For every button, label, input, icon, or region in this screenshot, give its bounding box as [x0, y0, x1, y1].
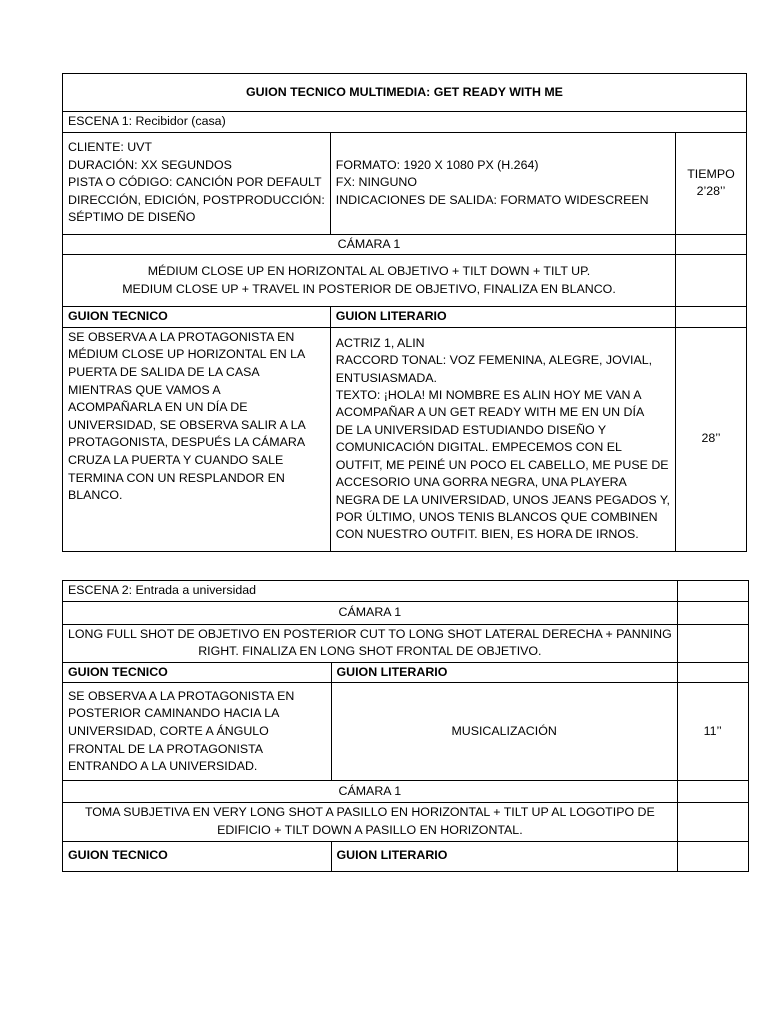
empty-cell — [677, 841, 748, 871]
empty-cell — [677, 662, 748, 683]
empty-cell — [677, 803, 748, 841]
scene2-shot: LONG FULL SHOT DE OBJETIVO EN POSTERIOR CUT TO LONG SHOT LATERAL DERECHA + PANNING RIGHT. FINALIZA EN LONG SHOT FRONTAL DE OBJETIVO. — [63, 624, 678, 662]
empty-cell — [677, 601, 748, 624]
scene2-col-literario: GUION LITERARIO — [331, 662, 677, 683]
empty-cell — [677, 581, 748, 602]
scene2-table — [62, 580, 749, 872]
scene1-col-tecnico: GUION TECNICO — [63, 307, 331, 328]
scene2-heading: ESCENA 2: Entrada a universidad — [63, 581, 678, 602]
scene1-table — [62, 73, 747, 552]
format-info: FORMATO: 1920 X 1080 PX (H.264) FX: NINGUNO INDICACIONES DE SALIDA: FORMATO WIDESCREEN — [330, 132, 675, 234]
empty-cell — [675, 255, 746, 307]
empty-cell — [675, 307, 746, 328]
client-info: CLIENTE: UVT DURACIÓN: XX SEGUNDOS PISTA O CÓDIGO: CANCIÓN POR DEFAULT DIRECCIÓN, EDICIÓN, POSTPRODUCCIÓN: SÉPTIMO DE DISEÑO — [63, 132, 331, 234]
scene2-shot-2: TOMA SUBJETIVA EN VERY LONG SHOT A PASILLO EN HORIZONTAL + TILT UP AL LOGOTIPO DE EDIFICIO + TILT DOWN A PASILLO EN HORIZONTAL. — [63, 803, 678, 841]
scene2-col-literario-2: GUION LITERARIO — [331, 841, 677, 871]
scene1-tecnico-text: SE OBSERVA A LA PROTAGONISTA EN MÉDIUM CLOSE UP HORIZONTAL EN LA PUERTA DE SALIDA DE LA CASA MIENTRAS QUE VAMOS A ACOMPAÑARLA EN UN DÍA DE UNIVERSIDAD, SE OBSERVA SALIR A LA PROTAGONISTA, DESPUÉS LA CÁMARA CRUZA LA PUERTA Y CUANDO SALE TERMINA CON UN RESPLANDOR EN BLANCO. — [63, 327, 331, 551]
scene2-tecnico-text: SE OBSERVA A LA PROTAGONISTA EN POSTERIOR CAMINANDO HACIA LA UNIVERSIDAD, CORTE A ÁNGULO FRONTAL DE LA PROTAGONISTA ENTRANDO A LA UNIVERSIDAD. — [63, 683, 332, 781]
total-time: TIEMPO 2’28’’ — [675, 132, 746, 234]
scene1-shot: MÉDIUM CLOSE UP EN HORIZONTAL AL OBJETIVO + TILT DOWN + TILT UP. MEDIUM CLOSE UP + TRAVEL IN POSTERIOR DE OBJETIVO, FINALIZA EN BLANCO. — [63, 255, 676, 307]
scene1-literario-text: ACTRIZ 1, ALIN RACCORD TONAL: VOZ FEMENINA, ALEGRE, JOVIAL, ENTUSIASMADA. TEXTO: ¡HOLA! MI NOMBRE ES ALIN HOY ME VAN A ACOMPAÑAR A UN GET READY WITH ME EN UN DÍA DE LA UNIVERSIDAD ESTUDIANDO DISEÑO Y COMUNICACIÓN DIGITAL. EMPECEMOS CON EL OUTFIT, ME PEINÉ UN POCO EL CABELLO, ME PUSE DE ACCESORIO UNA GORRA NEGRA, UNA PLAYERA NEGRA DE LA UNIVERSIDAD, UNOS JEANS PEGADOS Y, POR ÚLTIMO, UNOS TENIS BLANCOS QUE COMBINEN CON NUESTRO OUTFIT. BIEN, ES HORA DE IRNOS. — [330, 327, 675, 551]
empty-cell — [677, 624, 748, 662]
scene2-camera: CÁMARA 1 — [63, 601, 678, 624]
empty-cell — [675, 234, 746, 255]
scene2-literario-text: MUSICALIZACIÓN — [331, 683, 677, 781]
scene2-time: 11’’ — [677, 683, 748, 781]
scene2-col-tecnico-2: GUION TECNICO — [63, 841, 332, 871]
script-title: GUION TECNICO MULTIMEDIA: GET READY WITH ME — [63, 74, 747, 112]
scene1-col-literario: GUION LITERARIO — [330, 307, 675, 328]
scene1-time: 28’’ — [675, 327, 746, 551]
scene2-camera-2: CÁMARA 1 — [63, 781, 678, 803]
scene1-camera: CÁMARA 1 — [63, 234, 676, 255]
scene2-col-tecnico: GUION TECNICO — [63, 662, 332, 683]
scene1-heading: ESCENA 1: Recibidor (casa) — [63, 112, 747, 133]
empty-cell — [677, 781, 748, 803]
